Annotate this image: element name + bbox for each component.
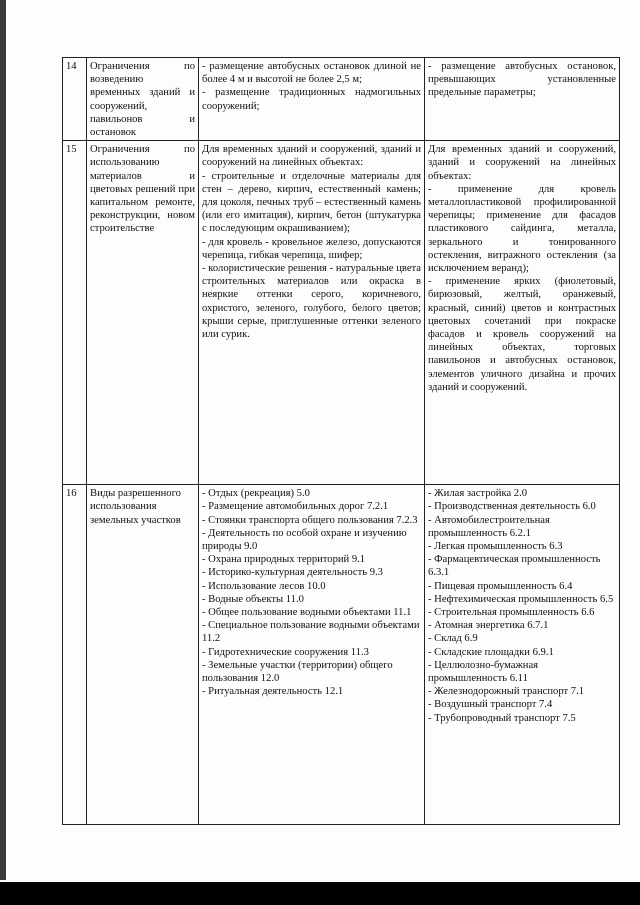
list-item: - Железнодорожный транспорт 7.1 <box>428 686 585 698</box>
list-item: - Водные объекты 11.0 <box>202 593 304 605</box>
paragraph: Для временных зданий и сооружений, зданий и сооружений на линейных объектах: <box>428 144 616 182</box>
list-item: - Ритуальная деятельность 12.1 <box>202 686 344 698</box>
list-item: - Воздушный транспорт 7.4 <box>428 699 553 711</box>
allowed-cell <box>199 58 425 141</box>
list-item: - Общее пользование водными объектами 11.1 <box>202 607 412 619</box>
list-item: - Земельные участки (территории) общего пользования 12.0 <box>202 659 393 685</box>
list-item: - Жилая застройка 2.0 <box>428 488 528 500</box>
paragraph: - применение для кровель металлопластиковой профилированной черепицы; применение для фасадов пластикового сайдинга, металла, зеркального и тонированного остекления, витражного остекления (за исключением веранд); <box>428 183 616 275</box>
list-item: - Специальное пользование водными объектами 11.2 <box>202 620 420 645</box>
row-title: Ограничения по использованию материалов и цветовых решений при капитальном ремонте, реконструкции, новом строительстве <box>87 141 199 485</box>
row-title: Ограничения по возведению временных зданий и сооружений, павильонов и остановок <box>87 58 199 141</box>
list-item: - Целлюлозно-бумажная промышленность 6.11 <box>428 659 539 685</box>
paragraph: - размещение автобусных остановок, превышающих установленные предельные параметры; <box>428 61 616 99</box>
paragraph: Для временных зданий и сооружений, зданий и сооружений на линейных объектах: <box>202 144 421 169</box>
paragraph: - для кровель - кровельное железо, допускаются черепица, гибкая черепица, шифер; <box>202 236 421 261</box>
scan-bottom-border <box>0 882 640 905</box>
list-item: - Гидротехнические сооружения 11.3 <box>202 646 369 658</box>
list-item: - Размещение автомобильных дорог 7.2.1 <box>202 501 389 513</box>
row-number: 15 <box>63 141 87 485</box>
paragraph: - строительные и отделочные материалы для стен – дерево, кирпич, естественный камень; для цоколя, печных труб – естественный камень (или его имитация), кирпич, бетон (штукатурка с последующим окрашиванием); <box>202 170 421 235</box>
list-item: - Склад 6.9 <box>428 633 478 645</box>
list-item: - Строительная промышленность 6.6 <box>428 607 595 619</box>
list-item: - Стоянки транспорта общего пользования 7.2.3 <box>202 514 418 526</box>
regulations-table <box>62 57 620 825</box>
list-item: - Автомобилестроительная промышленность 6.2.1 <box>428 514 550 539</box>
list-item: - Использование лесов 10.0 <box>202 580 326 592</box>
row-number: 16 <box>63 485 87 825</box>
allowed-cell <box>199 485 425 825</box>
list-item: - Атомная энергетика 6.7.1 <box>428 620 549 632</box>
list-item: - Деятельность по особой охране и изучению природы 9.0 <box>202 527 407 553</box>
table-row <box>63 485 620 825</box>
list-item: - Отдых (рекреация) 5.0 <box>202 488 310 500</box>
paragraph: - колористические решения - натуральные цвета строительных материалов или окраска в неяркие оттенки серого, коричневого, охристого, зеленого, голубого, белого цветов; крыши серые, приглушенные оттенки зеленого или сурик. <box>202 263 421 341</box>
paragraph: - применение ярких (фиолетовый, бирюзовый, желтый, оранжевый, красный, синий) цветов и контрастных цветовых сочетаний при покраске фасадов и кровель сооружений на линейных объектах, торговых павильонов и автобусных остановок, элементов уличного дизайна и прочих зданий и сооружений. <box>428 276 616 393</box>
list-item: - Охрана природных территорий 9.1 <box>202 554 366 566</box>
paragraph: - размещение традиционных надмогильных сооружений; <box>202 87 421 112</box>
prohibited-cell <box>425 58 620 141</box>
list-item: - Складские площадки 6.9.1 <box>428 646 554 658</box>
list-item: - Фармацевтическая промышленность 6.3.1 <box>428 554 601 579</box>
list-item: - Легкая промышленность 6.3 <box>428 541 563 553</box>
row-title: Виды разрешенного использования земельных участков <box>87 485 199 825</box>
list-item: - Производственная деятельность 6.0 <box>428 501 596 513</box>
list-item: - Историко-культурная деятельность 9.3 <box>202 567 383 579</box>
row-number: 14 <box>63 58 87 141</box>
list-item: - Трубопроводный транспорт 7.5 <box>428 712 576 724</box>
table-row <box>63 141 620 485</box>
prohibited-cell <box>425 485 620 825</box>
list-item: - Нефтехимическая промышленность 6.5 <box>428 593 614 605</box>
paragraph: - размещение автобусных остановок длиной не более 4 м и высотой не более 2,5 м; <box>202 61 421 86</box>
list-item: - Пищевая промышленность 6.4 <box>428 580 573 592</box>
prohibited-cell <box>425 141 620 485</box>
scan-edge-shadow <box>0 0 6 880</box>
table-row <box>63 58 620 141</box>
allowed-cell <box>199 141 425 485</box>
